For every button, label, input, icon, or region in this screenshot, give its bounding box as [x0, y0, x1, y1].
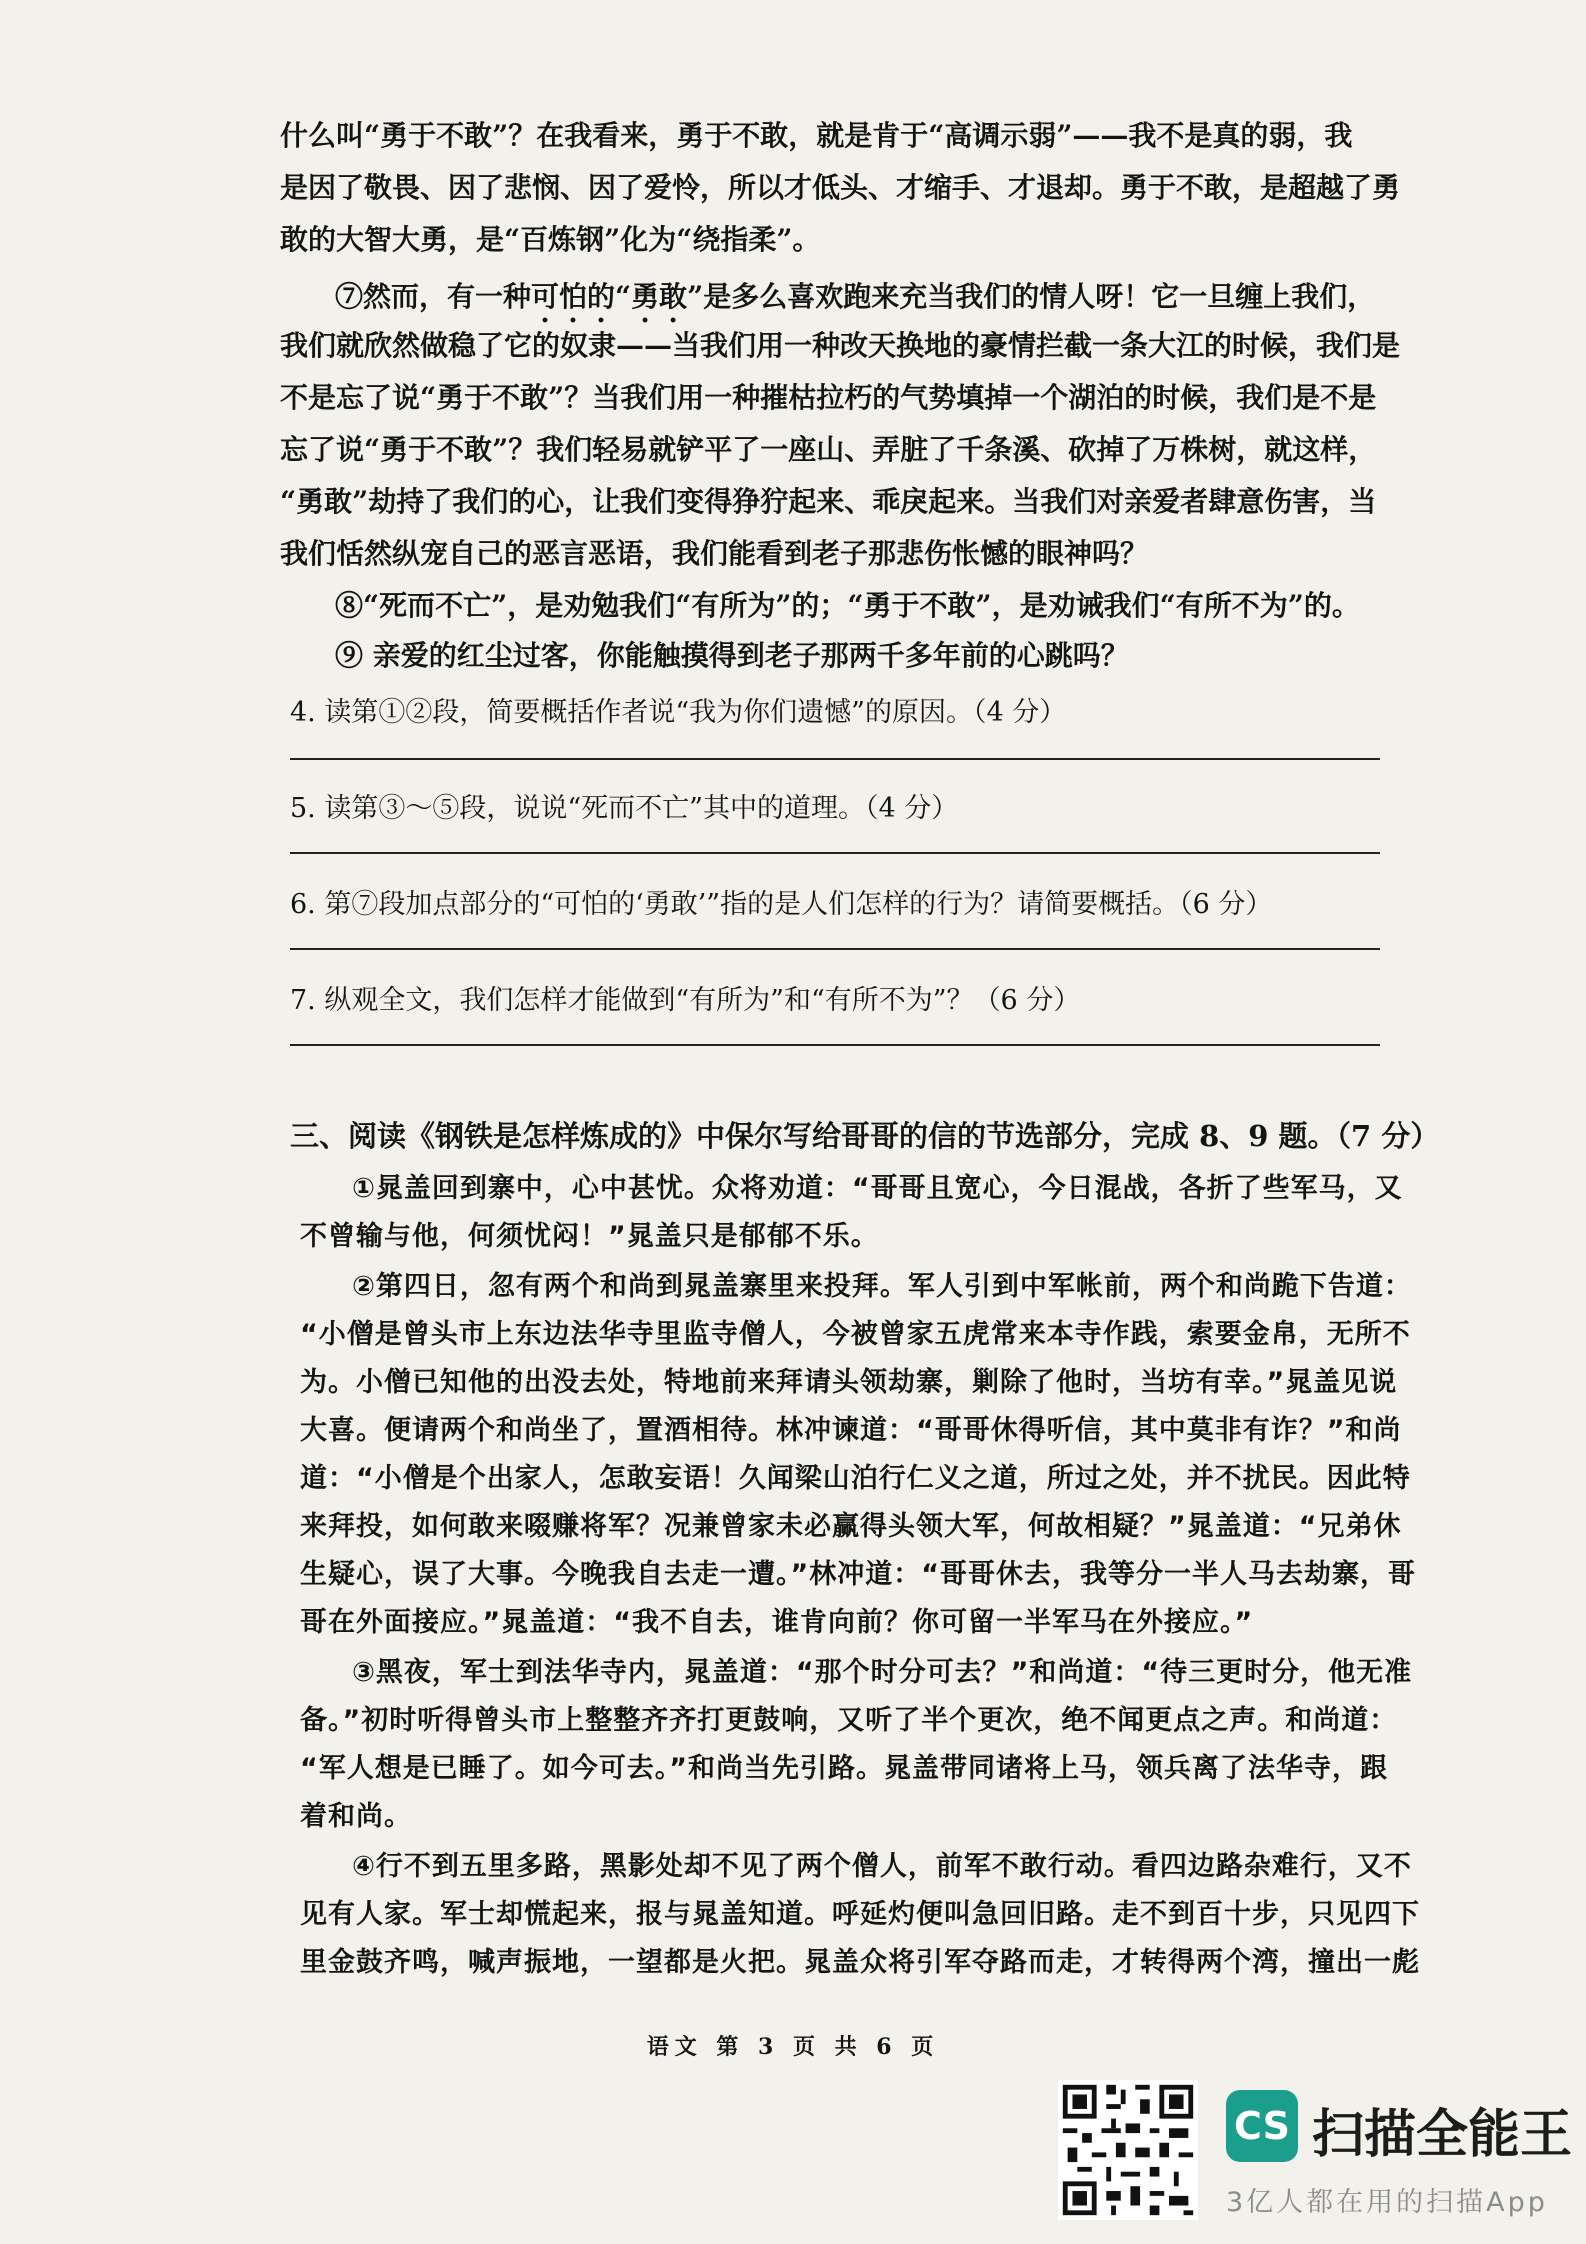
- scanner-tagline: 3亿人都在用的扫描App: [1226, 2187, 1548, 2218]
- passage-paragraph-7-start: [335, 280, 1400, 329]
- excerpt-line: 不曾输与他，何须忧闷！”晁盖只是郁郁不乐。: [300, 1221, 879, 1252]
- excerpt-line: 里金鼓齐鸣，喊声振地，一望都是火把。晁盖众将引军夺路而走，才转得两个湾，撞出一彪: [300, 1947, 1420, 1978]
- passage-line: 什么叫“勇于不敢”？在我看来，勇于不敢，就是肯于“高调示弱”——我不是真的弱，我: [280, 119, 1353, 152]
- emphasized-phrase: 可怕的“勇敢”: [531, 280, 704, 313]
- camscanner-logo-icon: CS: [1226, 2090, 1298, 2162]
- excerpt-line: ③黑夜，军士到法华寺内，晁盖道：“那个时分可去？”和尚道：“待三更时分，他无准: [352, 1657, 1413, 1688]
- section-3-title: 三、阅读《钢铁是怎样炼成的》中保尔写给哥哥的信的节选部分，完成 8、9 题。（7 分）: [290, 1119, 1440, 1153]
- passage-paragraph-8: ⑧“死而不亡”，是劝勉我们“有所为”的；“勇于不敢”，是劝诫我们“有所不为”的。: [335, 589, 1360, 622]
- excerpt-line: “军人想是已睡了。如今可去。”和尚当先引路。晁盖带同诸将上马，领兵离了法华寺，跟: [300, 1753, 1388, 1784]
- answer-line-5: [290, 852, 1380, 854]
- passage-line: 我们就欣然做稳了它的奴隶——当我们用一种改天换地的豪情拦截一条大江的时候，我们是: [280, 329, 1401, 362]
- passage-line: 敢的大智大勇，是“百炼钢”化为“绕指柔”。: [280, 223, 821, 256]
- page-footer: 语文 第 3 页 共 6 页: [646, 2034, 940, 2060]
- question-7: 7. 纵观全文，我们怎样才能做到“有所为”和“有所不为”？（6 分）: [290, 985, 1081, 1016]
- passage-paragraph-9: ⑨ 亲爱的红尘过客，你能触摸得到老子那两千多年前的心跳吗？: [335, 639, 1129, 672]
- excerpt-line: ②第四日，忽有两个和尚到晁盖寨里来投拜。军人引到中军帐前，两个和尚跪下告道：: [352, 1271, 1412, 1302]
- excerpt-line: 大喜。便请两个和尚坐了，置酒相待。林冲谏道：“哥哥休得听信，其中莫非有诈？”和尚: [300, 1415, 1402, 1446]
- passage-line: 忘了说“勇于不敢”？我们轻易就铲平了一座山、弄脏了千条溪、砍掉了万株树，就这样，: [280, 433, 1377, 466]
- answer-line-7: [290, 1044, 1380, 1046]
- passage-text: 是多么喜欢跑来充当我们的情人呀！它一旦缠上我们，: [703, 280, 1376, 313]
- excerpt-line: ④行不到五里多路，黑影处却不见了两个僧人，前军不敢行动。看四边路杂难行，又不: [352, 1851, 1412, 1882]
- excerpt-line: 道：“小僧是个出家人，怎敢妄语！久闻梁山泊行仁义之道，所过之处，并不扰民。因此特: [300, 1463, 1411, 1494]
- excerpt-line: 见有人家。军士却慌起来，报与晁盖知道。呼延灼便叫急回旧路。走不到百十步，只见四下: [300, 1899, 1420, 1930]
- passage-text: ⑦然而，有一种: [335, 280, 532, 313]
- question-6: 6. 第⑦段加点部分的“可怕的‘勇敢’”指的是人们怎样的行为？请简要概括。（6 分）: [290, 889, 1273, 920]
- question-4: 4. 读第①②段，简要概括作者说“我为你们遗憾”的原因。（4 分）: [290, 697, 1067, 728]
- excerpt-line: 来拜投，如何敢来啜赚将军？况兼曾家未必赢得头领大军，何故相疑？”晁盖道：“兄弟休: [300, 1511, 1402, 1542]
- question-5: 5. 读第③～⑤段，说说“死而不亡”其中的道理。（4 分）: [290, 793, 959, 824]
- passage-line: 我们恬然纵宠自己的恶言恶语，我们能看到老子那悲伤怅憾的眼神吗？: [280, 537, 1149, 570]
- excerpt-line: 着和尚。: [300, 1801, 412, 1832]
- excerpt-line: 生疑心，误了大事。今晚我自去走一遭。”林冲道：“哥哥休去，我等分一半人马去劫寨，哥: [300, 1559, 1416, 1590]
- passage-line: 是因了敬畏、因了悲悯、因了爱怜，所以才低头、才缩手、才退却。勇于不敢，是超越了勇: [280, 171, 1401, 204]
- passage-line: 不是忘了说“勇于不敢”？当我们用一种摧枯拉朽的气势填掉一个湖泊的时候，我们是不是: [280, 381, 1377, 414]
- qr-code-icon: [1058, 2080, 1198, 2220]
- excerpt-line: 哥在外面接应。”晁盖道：“我不自去，谁肯向前？你可留一半军马在外接应。”: [300, 1607, 1254, 1638]
- excerpt-line: ①晁盖回到寨中，心中甚忧。众将劝道：“哥哥且宽心，今日混战，各折了些军马，又: [352, 1173, 1403, 1204]
- answer-line-6: [290, 948, 1380, 950]
- excerpt-line: 备。”初时听得曾头市上整整齐齐打更鼓响，又听了半个更次，绝不闻更点之声。和尚道：: [300, 1705, 1398, 1736]
- scanner-app-name: 扫描全能王: [1312, 2105, 1573, 2165]
- excerpt-line: “小僧是曾头市上东边法华寺里监寺僧人，今被曾家五虎常来本寺作践，索要金帛，无所不: [300, 1319, 1411, 1350]
- excerpt-line: 为。小僧已知他的出没去处，特地前来拜请头领劫寨，剿除了他时，当坊有幸。”晁盖见说: [300, 1367, 1398, 1398]
- passage-line: “勇敢”劫持了我们的心，让我们变得狰狞起来、乖戾起来。当我们对亲爱者肆意伤害，当: [280, 485, 1377, 518]
- answer-line-4: [290, 758, 1380, 760]
